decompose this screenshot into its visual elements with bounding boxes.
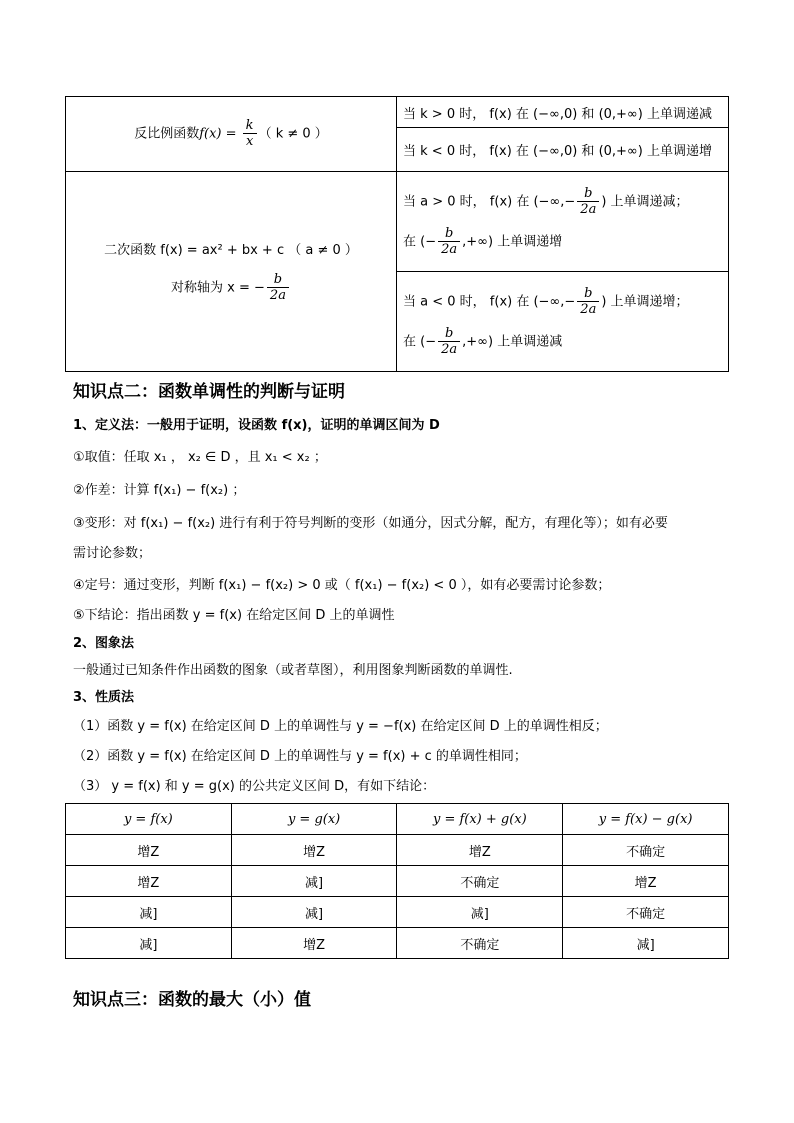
- inverse-k-positive-text: 当 k > 0 时， f(x) 在 (−∞,0) 和 (0,+∞) 上单调递减: [403, 106, 712, 122]
- property-3: （3） y = f(x) 和 y = g(x) 的公共定义区间 D，有如下结论：: [73, 779, 436, 794]
- quadratic-a-positive-line2: [397, 226, 728, 258]
- table-cell: 减]: [231, 866, 397, 897]
- text-part: ) 上单调递减；: [601, 194, 689, 209]
- inverse-function-prefix: 反比例函数: [134, 126, 200, 142]
- graph-method-title: 2、图象法: [73, 636, 135, 651]
- text-part: 在 (−: [403, 234, 437, 249]
- frac-denominator: 2a: [580, 301, 597, 317]
- definition-method-title: 1、定义法：一般用于证明，设函数 f(x)，证明的单调区间为 D: [73, 418, 440, 433]
- table-cell: 减]: [66, 897, 232, 928]
- graph-method-text: 一般通过已知条件作出函数的图象（或者草图），利用图象判断函数的单调性.: [73, 663, 513, 678]
- frac-numerator: b: [577, 186, 599, 202]
- frac-denominator: 2a: [441, 341, 458, 357]
- inverse-function-cell: [66, 97, 397, 172]
- table-cell: 不确定: [563, 835, 729, 866]
- frac-denominator: x: [245, 134, 254, 149]
- frac-numerator: b: [577, 286, 599, 302]
- table-row: [66, 866, 729, 897]
- text-part: ,+∞) 上单调递减: [462, 334, 563, 349]
- table-cell: 增Z: [231, 835, 397, 866]
- quadratic-a-positive-line1: [397, 186, 728, 218]
- table-cell: 增Z: [563, 866, 729, 897]
- step-transform: ③变形：对 f(x₁) − f(x₂) 进行有利于符号判断的变形（如通分，因式分解，配方，有理化等）；如有必要: [73, 516, 668, 531]
- header-cell: y = f(x): [66, 804, 232, 835]
- quadratic-a-positive-cell: [397, 172, 729, 272]
- table-row: [66, 928, 729, 959]
- frac-numerator: b: [438, 226, 460, 242]
- inverse-k-negative-text: 当 k < 0 时， f(x) 在 (−∞,0) 和 (0,+∞) 上单调递增: [403, 144, 712, 159]
- header-cell: y = f(x) − g(x): [563, 804, 729, 835]
- table-cell: 不确定: [397, 866, 563, 897]
- table-cell: 减]: [231, 897, 397, 928]
- table-cell: 减]: [563, 928, 729, 959]
- neg-b-over-2a-fraction: [577, 286, 599, 318]
- quadratic-a-negative-line2: [397, 326, 728, 358]
- quadratic-a-negative-line1: [397, 286, 728, 318]
- header-cell: y = f(x) + g(x): [397, 804, 563, 835]
- quadratic-a-negative-cell: [397, 272, 729, 372]
- neg-b-over-2a-fraction: [438, 326, 460, 358]
- property-2: （2）函数 y = f(x) 在给定区间 D 上的单调性与 y = f(x) + c 的单调性相同；: [73, 749, 527, 764]
- table-header-row: [66, 804, 729, 835]
- symmetry-axis-line: [66, 272, 396, 304]
- text-part: 在 (−: [403, 334, 437, 349]
- step-take-values: ①取值：任取 x₁ ， x₂ ∈ D ，且 x₁ < x₂ ；: [73, 450, 327, 465]
- text-part: 当 a > 0 时， f(x) 在 (−∞,−: [403, 194, 576, 209]
- text-part: ) 上单调递增；: [601, 294, 689, 309]
- quadratic-function-line: 二次函数 f(x) = ax² + bx + c （ a ≠ 0 ）: [104, 243, 358, 258]
- table-cell: 减]: [66, 928, 232, 959]
- table-cell: 增Z: [66, 835, 232, 866]
- inverse-k-positive-cell: [397, 97, 729, 128]
- frac-numerator: b: [267, 272, 289, 288]
- table-row: [66, 897, 729, 928]
- inverse-function-expr: f(x) =: [199, 126, 241, 142]
- inverse-function-condition: （ k ≠ 0 ）: [258, 126, 328, 142]
- frac-numerator: b: [438, 326, 460, 342]
- property-method-title: 3、性质法: [73, 690, 135, 705]
- text-part: 当 a < 0 时， f(x) 在 (−∞,−: [403, 294, 576, 309]
- frac-numerator: k: [243, 118, 257, 134]
- inverse-function-fraction: [243, 118, 257, 150]
- inverse-k-negative-cell: [397, 128, 729, 172]
- frac-denominator: 2a: [441, 241, 458, 257]
- text-part: ,+∞) 上单调递增: [462, 234, 563, 249]
- monotonicity-table: [65, 96, 729, 372]
- frac-denominator: 2a: [580, 201, 597, 217]
- table-cell: 增Z: [397, 835, 563, 866]
- section-3-title: 知识点三：函数的最大（小）值: [73, 990, 311, 1010]
- neg-b-over-2a-fraction: [577, 186, 599, 218]
- table-cell: 不确定: [397, 928, 563, 959]
- step-difference: ②作差：计算 f(x₁) − f(x₂) ；: [73, 483, 246, 498]
- frac-denominator: 2a: [269, 288, 286, 303]
- step-conclusion: ⑤下结论：指出函数 y = f(x) 在给定区间 D 上的单调性: [73, 608, 395, 623]
- neg-b-over-2a-fraction: [438, 226, 460, 258]
- quadratic-function-cell: [66, 172, 397, 372]
- table-cell: 增Z: [66, 866, 232, 897]
- section-2-title: 知识点二：函数单调性的判断与证明: [73, 382, 345, 402]
- step-sign: ④定号：通过变形，判断 f(x₁) − f(x₂) > 0 或（ f(x₁) − f(x₂) < 0 ），如有必要需讨论参数；: [73, 578, 611, 593]
- table-cell: 不确定: [563, 897, 729, 928]
- property-1: （1）函数 y = f(x) 在给定区间 D 上的单调性与 y = −f(x) 在给定区间 D 上的单调性相反；: [73, 719, 608, 734]
- composition-table: [65, 803, 729, 959]
- table-cell: 减]: [397, 897, 563, 928]
- symmetry-axis-prefix: 对称轴为 x = −: [171, 280, 265, 296]
- table-cell: 增Z: [231, 928, 397, 959]
- symmetry-axis-fraction: [267, 272, 289, 304]
- header-cell: y = g(x): [231, 804, 397, 835]
- table-row: [66, 835, 729, 866]
- step-transform-cont: 需讨论参数；: [73, 546, 152, 561]
